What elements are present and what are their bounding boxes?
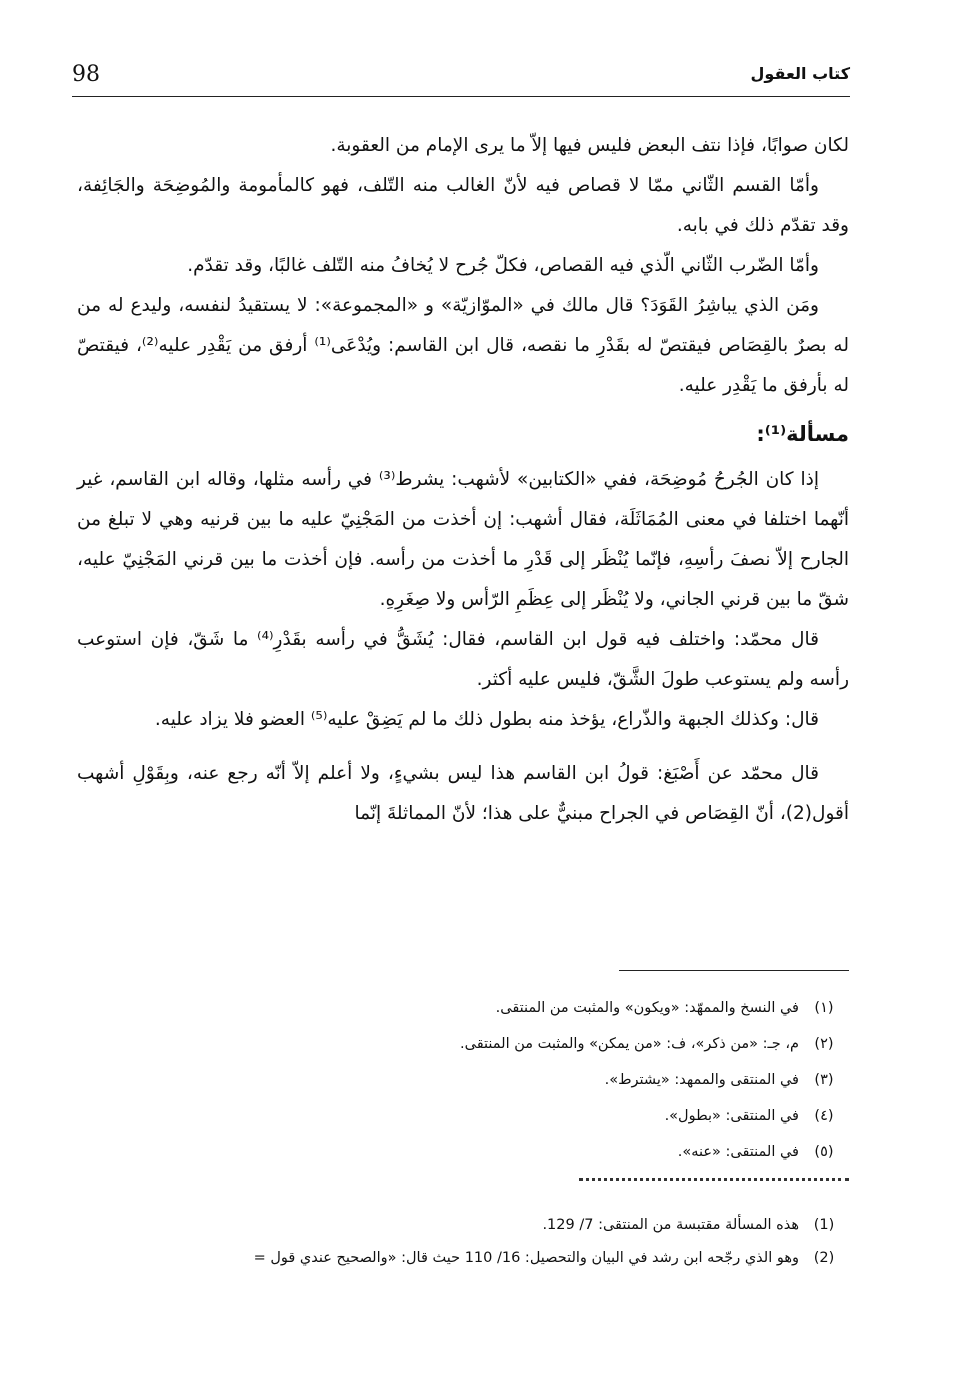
footnote [77, 1026, 849, 1062]
footnote-text: م، جـ: «من ذكر»، ف: «من يمكن» والمثبت من المنتقى. [460, 1036, 799, 1052]
footnote [77, 1098, 849, 1134]
editor-notes [77, 1208, 849, 1274]
footnote [77, 1134, 849, 1170]
footnotes [77, 990, 849, 1170]
paragraph-8: قال محمّد عن أَصْبَغ: قولُ ابن القاسم هذا ليس بشيءٍ، ولا أعلم إلاّ أنّه رجع عنه، وبِقَوْلِ أشهب أقول(2)، أنّ القِصَاص في الجراح مبنيٌّ على هذا؛ لأنّ المماثلةَ إنّما [77, 763, 849, 824]
paragraph-2: وأمّا القسم الثّاني ممّا لا قصاص فيه لأنّ الغالب منه التّلف، فهو كالمأمومة والمُوضِحَة والجَائِفة، وقد تقدّم ذلك في بابه. [77, 175, 849, 236]
book-title: كتاب العقول [750, 64, 850, 83]
editor-note-text: وهو الذي رجّحه ابن رشد في البيان والتحصيل: 16/ 110 حيث قال: «والصحيح عندي قول = [253, 1249, 799, 1266]
running-header [72, 62, 850, 97]
main-text [77, 126, 849, 834]
section-heading: مسألة⁽¹⁾: [756, 422, 849, 446]
footnote [77, 1062, 849, 1098]
editor-note [77, 1208, 849, 1241]
editor-note-number: (2) [813, 1249, 835, 1266]
footnote-number: (٥) [814, 1144, 834, 1160]
paragraph-7: قال: وكذلك الجبهة والذّراع، يؤخذ منه بطول ذلك ما لم يَضِقْ عليه⁽⁵⁾ العضو فلا يزاد عليه. [154, 709, 819, 730]
editor-note [77, 1241, 849, 1274]
paragraph-6: قال محمّد: واختلف فيه قول ابن القاسم، فقال: يُشَقُّ في رأسه بقَدْرِ⁽⁴⁾ ما شَقّ، فإن استوعب رأسه ولم يستوعب طولَ الشَّقّ، فليس عليه أكثر. [77, 629, 849, 690]
footnote-text: في المنتقى والممهد: «يشترط». [604, 1072, 799, 1088]
paragraph-1: لكان صوابًا، فإذا نتف البعض فليس فيها إلاّ ما يرى الإمام من العقوبة. [330, 135, 849, 156]
editor-note-number: (1) [813, 1216, 835, 1233]
paragraph-3: وأمّا الضّرب الثّاني الّذي فيه القصاص، فكلّ جُرح لا يُخافُ منه التّلف غالبًا، وقد تقدّم. [187, 255, 819, 276]
dotted-separator [579, 1178, 849, 1181]
editor-note-text: هذه المسألة مقتبسة من المنتقى: 7/ 129. [542, 1216, 799, 1233]
page-number: 98 [72, 62, 100, 87]
footnote-number: (٣) [814, 1072, 834, 1088]
footnote-separator [619, 970, 849, 971]
footnote-text: في المنتقى: «عنه». [677, 1144, 799, 1160]
paragraph-4: ومَن الذي يباشِرُ القَوَدَ؟ قال مالك في «الموّازيّة» و «المجموعة»: لا يستقيدُ لنفسه، وليدع له من له بصرٌ بالقِصَاص فيقتصّ له بقَدْرِ ما نقصه، قال ابن القاسم: ويُدْعَى⁽¹⁾ أرفق من يَقْدِر عليه⁽²⁾، فيقتصّ له بأرفق ما يَقْدِر عليه. [77, 295, 849, 396]
footnote [77, 990, 849, 1026]
footnote-number: (٤) [814, 1108, 834, 1124]
footnote-text: في النسخ والممهّد: «ويكون» والمثبت من المنتقى. [495, 1000, 799, 1016]
footnote-number: (١) [814, 1000, 834, 1016]
footnote-text: في المنتقى: «بطول». [664, 1108, 799, 1124]
footnote-number: (٢) [814, 1036, 834, 1052]
paragraph-5: إذا كان الجُرحُ مُوضِحَة، ففي «الكتابين» لأشهب: يشرط⁽³⁾ في رأسه مثلها، وقاله ابن القاسم، غير أنّهما اختلفا في معنى المُمَاثَلَة، فقال أشهب: إن أخذت من المَجْنِيّ عليه ما بين قرنيه وهي لا تبلغ من الجارح إلاّ نصفَ رأسِهِ، فإنّما يُنْظَر إلى قَدْرِ ما أخذت من رأسه. فإن أخذت ما بين قرني المَجْنِيّ عليه، شقّ ما بين قرني الجاني، ولا يُنْظَر إلى عِظَمِ الرّأس ولا صِغَرِهِ. [77, 469, 849, 610]
